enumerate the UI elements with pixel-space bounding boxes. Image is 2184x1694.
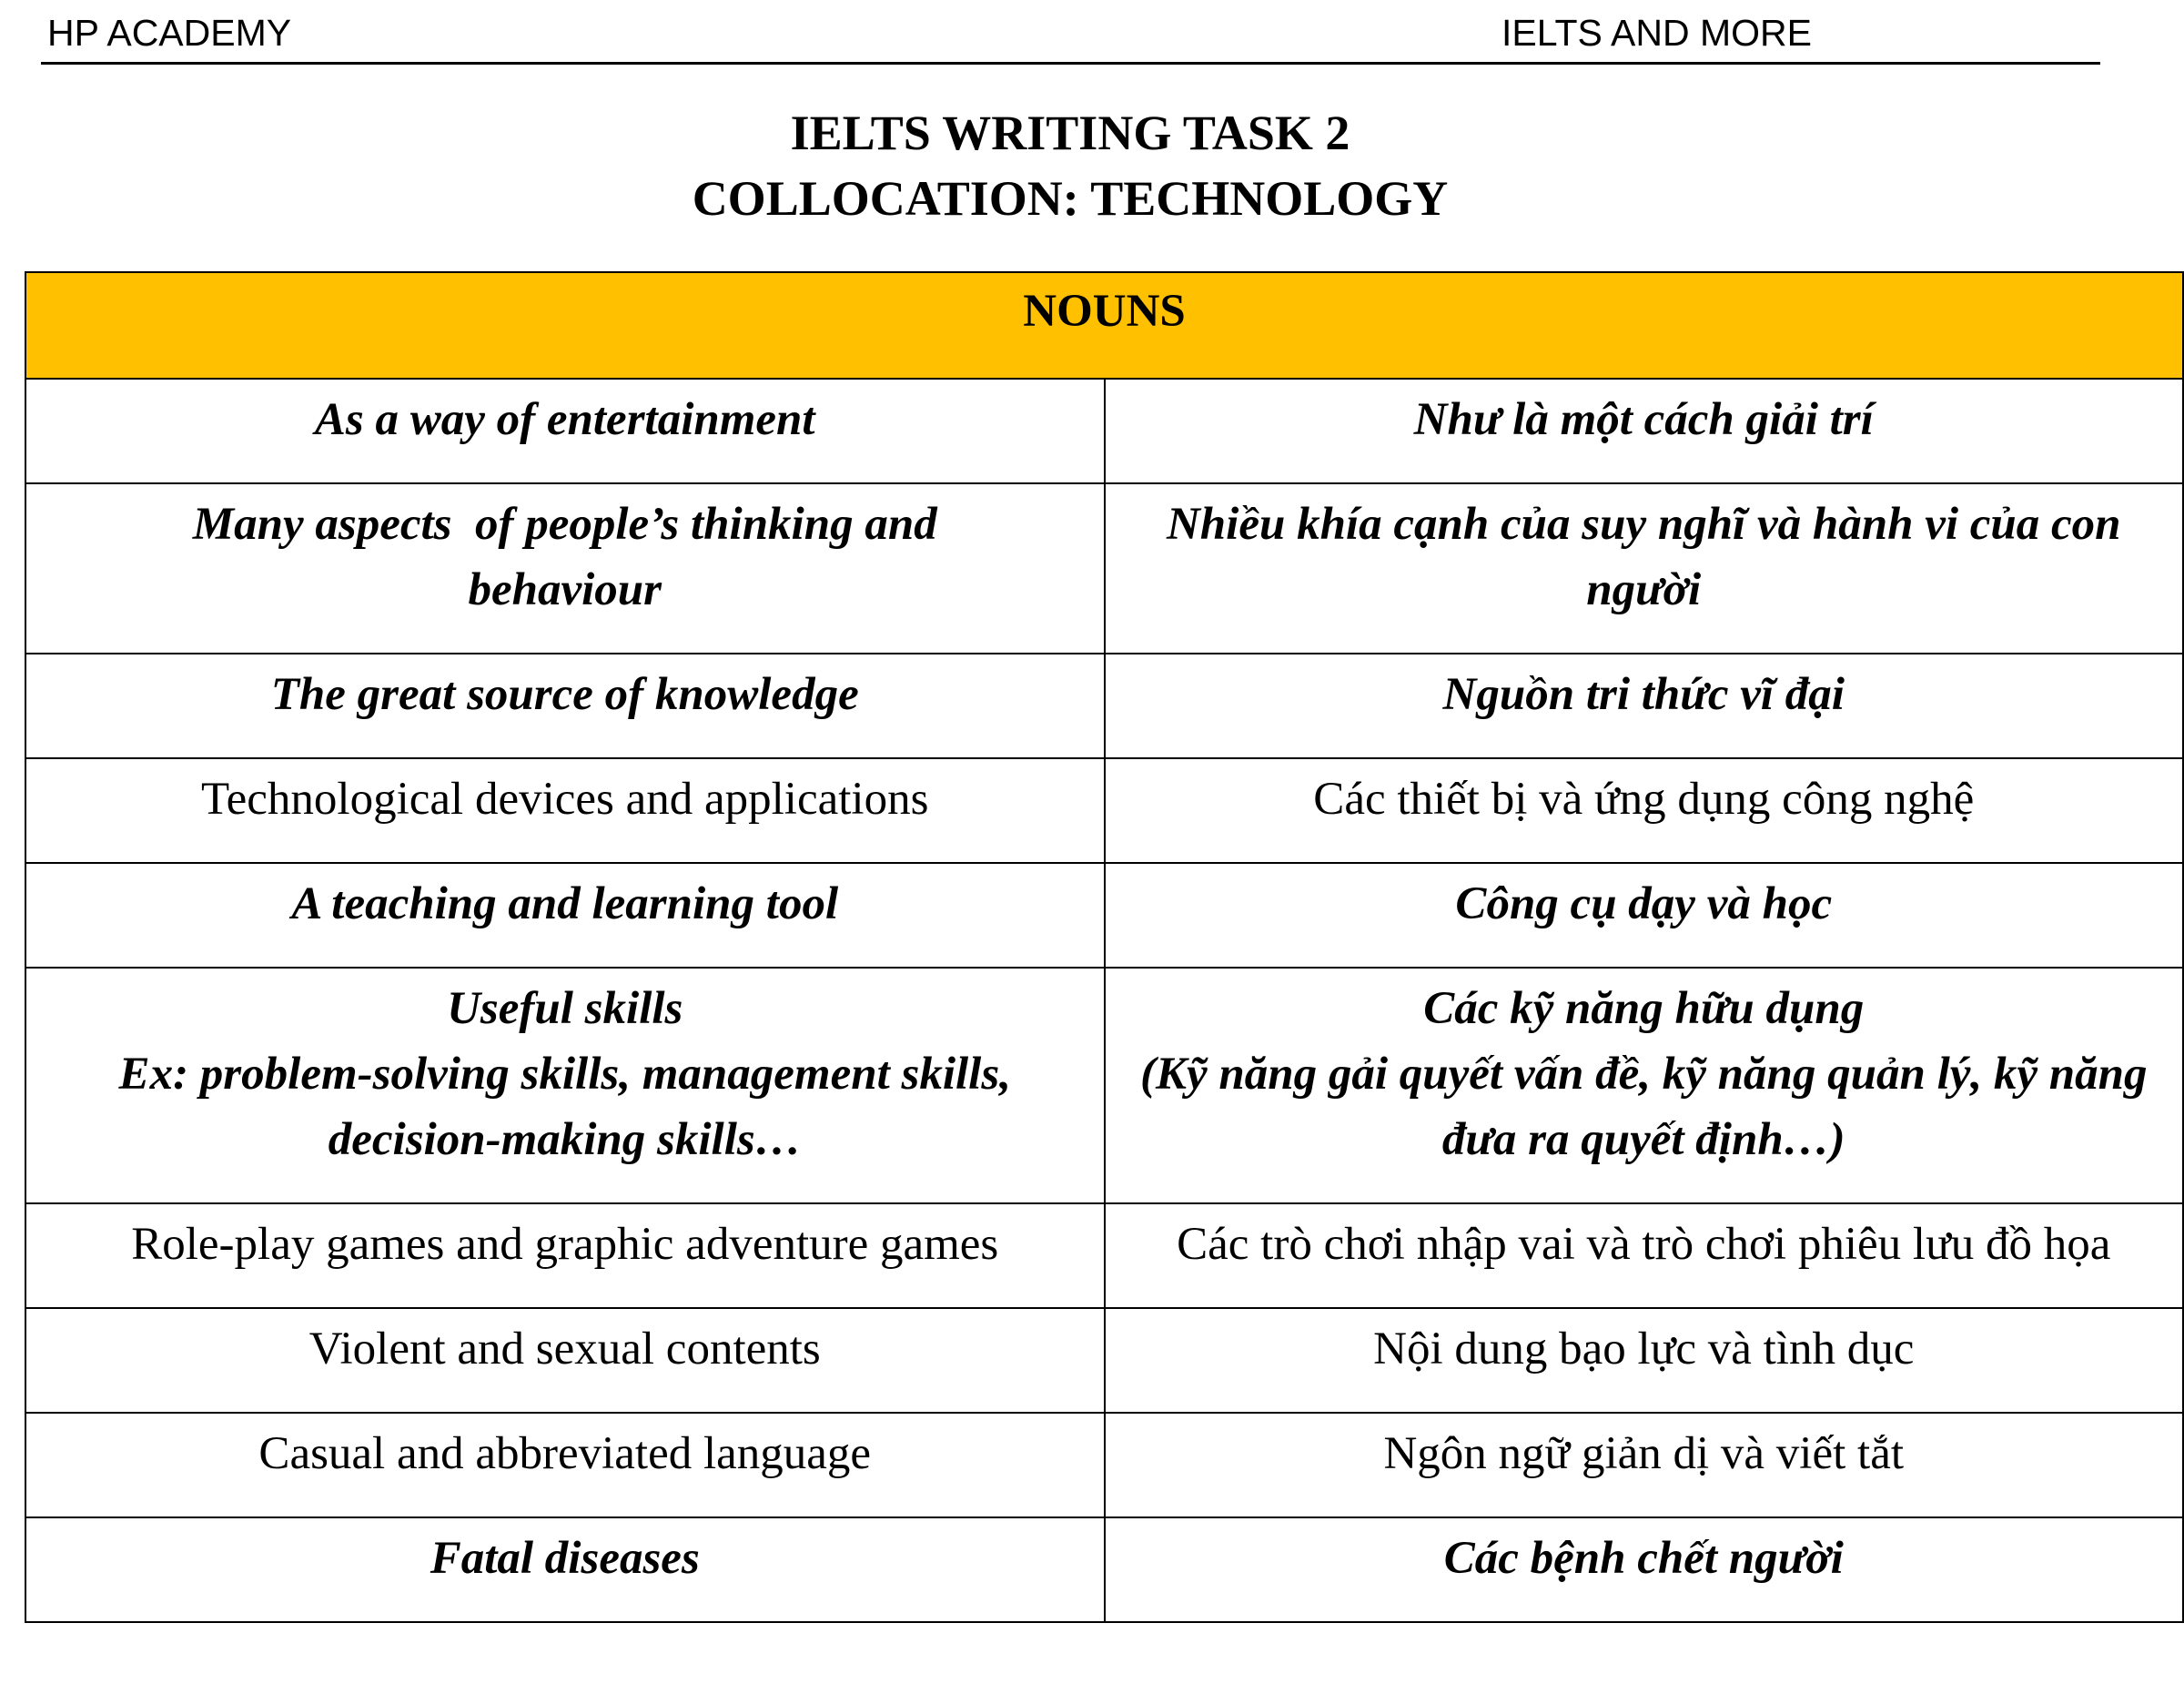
- vietnamese-cell: [1105, 1517, 2184, 1622]
- table-row: [25, 1308, 2183, 1413]
- cell-line: Many aspects of people’s thinking and: [192, 499, 937, 550]
- table-row: [25, 1517, 2183, 1622]
- cell-line: Fatal diseases: [430, 1533, 700, 1584]
- table-row: [25, 483, 2183, 654]
- header-divider: [41, 62, 2100, 65]
- table-row: [25, 379, 2183, 483]
- cell-line: đưa ra quyết định…): [1441, 1114, 1845, 1165]
- english-cell: [25, 483, 1105, 654]
- english-cell: [25, 654, 1105, 758]
- table-row: [25, 758, 2183, 863]
- english-cell: [25, 968, 1105, 1203]
- cell-line: Các trò chơi nhập vai và trò chơi phiêu lưu đồ họa: [1177, 1219, 2111, 1270]
- vietnamese-cell: [1105, 483, 2184, 654]
- cell-line: Casual and abbreviated language: [258, 1428, 872, 1479]
- vietnamese-cell: [1105, 1413, 2184, 1517]
- cell-line: Ngôn ngữ giản dị và viết tắt: [1383, 1428, 1905, 1479]
- english-cell: [25, 863, 1105, 968]
- nouns-heading: NOUNS: [25, 272, 2183, 379]
- cell-line: Nội dung bạo lực và tình dục: [1373, 1324, 1915, 1374]
- vietnamese-cell: [1105, 968, 2184, 1203]
- cell-line: Ex: problem-solving skills, management skills,: [118, 1049, 1011, 1100]
- cell-line: Các thiết bị và ứng dụng công nghệ: [1313, 774, 1975, 825]
- title-line-1: IELTS WRITING TASK 2: [790, 106, 1350, 160]
- cell-line: Các bệnh chết người: [1443, 1533, 1844, 1584]
- table-row: [25, 654, 2183, 758]
- header-right-text: IELTS AND MORE: [1502, 12, 1812, 54]
- cell-line: decision-making skills…: [328, 1114, 802, 1165]
- cell-line: Role-play games and graphic adventure games: [131, 1219, 999, 1270]
- vietnamese-cell: [1105, 758, 2184, 863]
- english-cell: [25, 1308, 1105, 1413]
- cell-line: Violent and sexual contents: [308, 1324, 821, 1374]
- cell-line: The great source of knowledge: [270, 669, 859, 720]
- cell-line: người: [1586, 564, 1702, 615]
- cell-line: (Kỹ năng gải quyết vấn đề, kỹ năng quản lý, kỹ năng: [1140, 1049, 2148, 1100]
- vietnamese-cell: [1105, 1308, 2184, 1413]
- table-header-row: [25, 272, 2183, 379]
- vietnamese-cell: [1105, 379, 2184, 483]
- cell-line: Các kỹ năng hữu dụng: [1423, 983, 1865, 1034]
- english-cell: [25, 758, 1105, 863]
- cell-line: Technological devices and applications: [201, 774, 929, 825]
- cell-line: behaviour: [468, 564, 662, 615]
- table-row: [25, 1203, 2183, 1308]
- cell-line: A teaching and learning tool: [291, 878, 839, 929]
- vietnamese-cell: [1105, 1203, 2184, 1308]
- english-cell: [25, 1413, 1105, 1517]
- table-row: [25, 863, 2183, 968]
- table-row: [25, 1413, 2183, 1517]
- vietnamese-cell: [1105, 863, 2184, 968]
- cell-line: Nhiều khía cạnh của suy nghĩ và hành vi của con: [1166, 499, 2121, 550]
- page-title: [0, 100, 2140, 231]
- english-cell: [25, 379, 1105, 483]
- english-cell: [25, 1517, 1105, 1622]
- cell-line: Như là một cách giải trí: [1413, 394, 1874, 445]
- title-line-2: COLLOCATION: TECHNOLOGY: [692, 171, 1449, 226]
- english-cell: [25, 1203, 1105, 1308]
- cell-line: Useful skills: [447, 983, 683, 1034]
- cell-line: Nguồn tri thức vĩ đại: [1442, 669, 1845, 720]
- cell-line: As a way of entertainment: [314, 394, 815, 445]
- table-row: [25, 968, 2183, 1203]
- collocation-table: [25, 271, 2184, 1623]
- vietnamese-cell: [1105, 654, 2184, 758]
- cell-line: Công cụ dạy và học: [1455, 878, 1833, 929]
- header-left-text: HP ACADEMY: [47, 12, 292, 54]
